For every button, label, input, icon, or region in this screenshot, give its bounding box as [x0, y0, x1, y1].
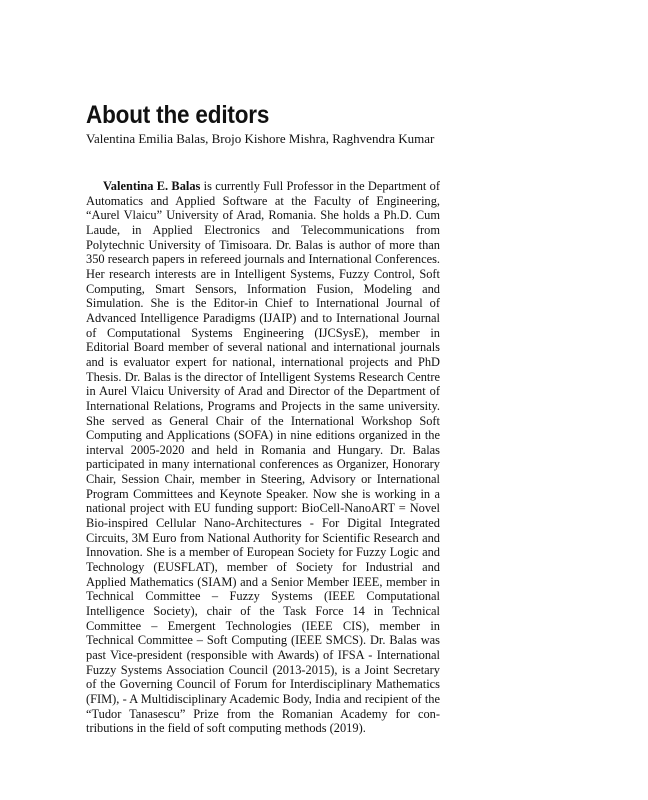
bio-paragraph [86, 179, 440, 736]
bio-text: is currently Full Professor in the Department of Automatics and Applied Software at the Faculty of Engineering, “Aurel Vlaicu” University of Arad, Romania. She holds a Ph.D. Cum Laude, in Applied Electronics and Telecommunications from Polytechnic University of Timisoara. Dr. Balas is author of more than 350 research papers in refereed journals and International Conferences. Her research interests are in Intelligent Systems, Fuzzy Control, Soft Computing, Smart Sensors, Information Fusion, Modeling and Simulation. She is the Editor-in Chief to International Journal of Advanced Intelligence Paradigms (IJAIP) and to International Journal of Computational Systems Engineering (IJCSysE), member in Editorial Board member of several national and international journals and is evaluator expert for national, international projects and PhD Thesis. Dr. Balas is the director of Intelligent Systems Research Centre in Aurel Vlaicu University of Arad and Director of the Department of International Relations, Programs and Projects in the same university. She served as General Chair of the International Workshop Soft Computing and Applications (SOFA) in nine editions organized in the interval 2005-2020 and held in Romania and Hungary. Dr. Balas participated in many international conferences as Organizer, Honorary Chair, Session Chair, member in Steering, Advisory or International Program Committees and Keynote Speaker. Now she is working in a national project with EU funding support: BioCell-NanoART = Novel Bio-inspired Cellular Nano-Architectures - For Digital Integrated Circuits, 3M Euro from National Authority for Scientific Research and Innovation. She is a member of European Society for Fuzzy Logic and Technology (EUSFLAT), member of Society for Industrial and Applied Mathematics (SIAM) and a Senior Member IEEE, member in Technical Committee – Fuzzy Systems (IEEE Computational Intelligence Society), chair of the Task Force 14 in Technical Committee – Emergent Technologies (IEEE CIS), member in Technical Committee – Soft Computing (IEEE SMCS). Dr. Balas was past Vice-president (responsible with Awards) of IFSA - International Fuzzy Systems Association Council (2013-2015), is a Joint Secretary of the Governing Council of Forum for Interdisciplinary Mathematics (FIM), - A Multidisciplinary Academic Body, India and recipient of the “Tudor Tanasescu” Prize from the Romanian Academy for contributions in the field of soft computing methods (2019). [86, 179, 440, 736]
editors-list: Valentina Emilia Balas, Brojo Kishore Mishra, Raghvendra Kumar [86, 131, 435, 146]
section-title: About the editors [86, 101, 270, 129]
bio-name: Valentina E. Balas [103, 179, 201, 193]
